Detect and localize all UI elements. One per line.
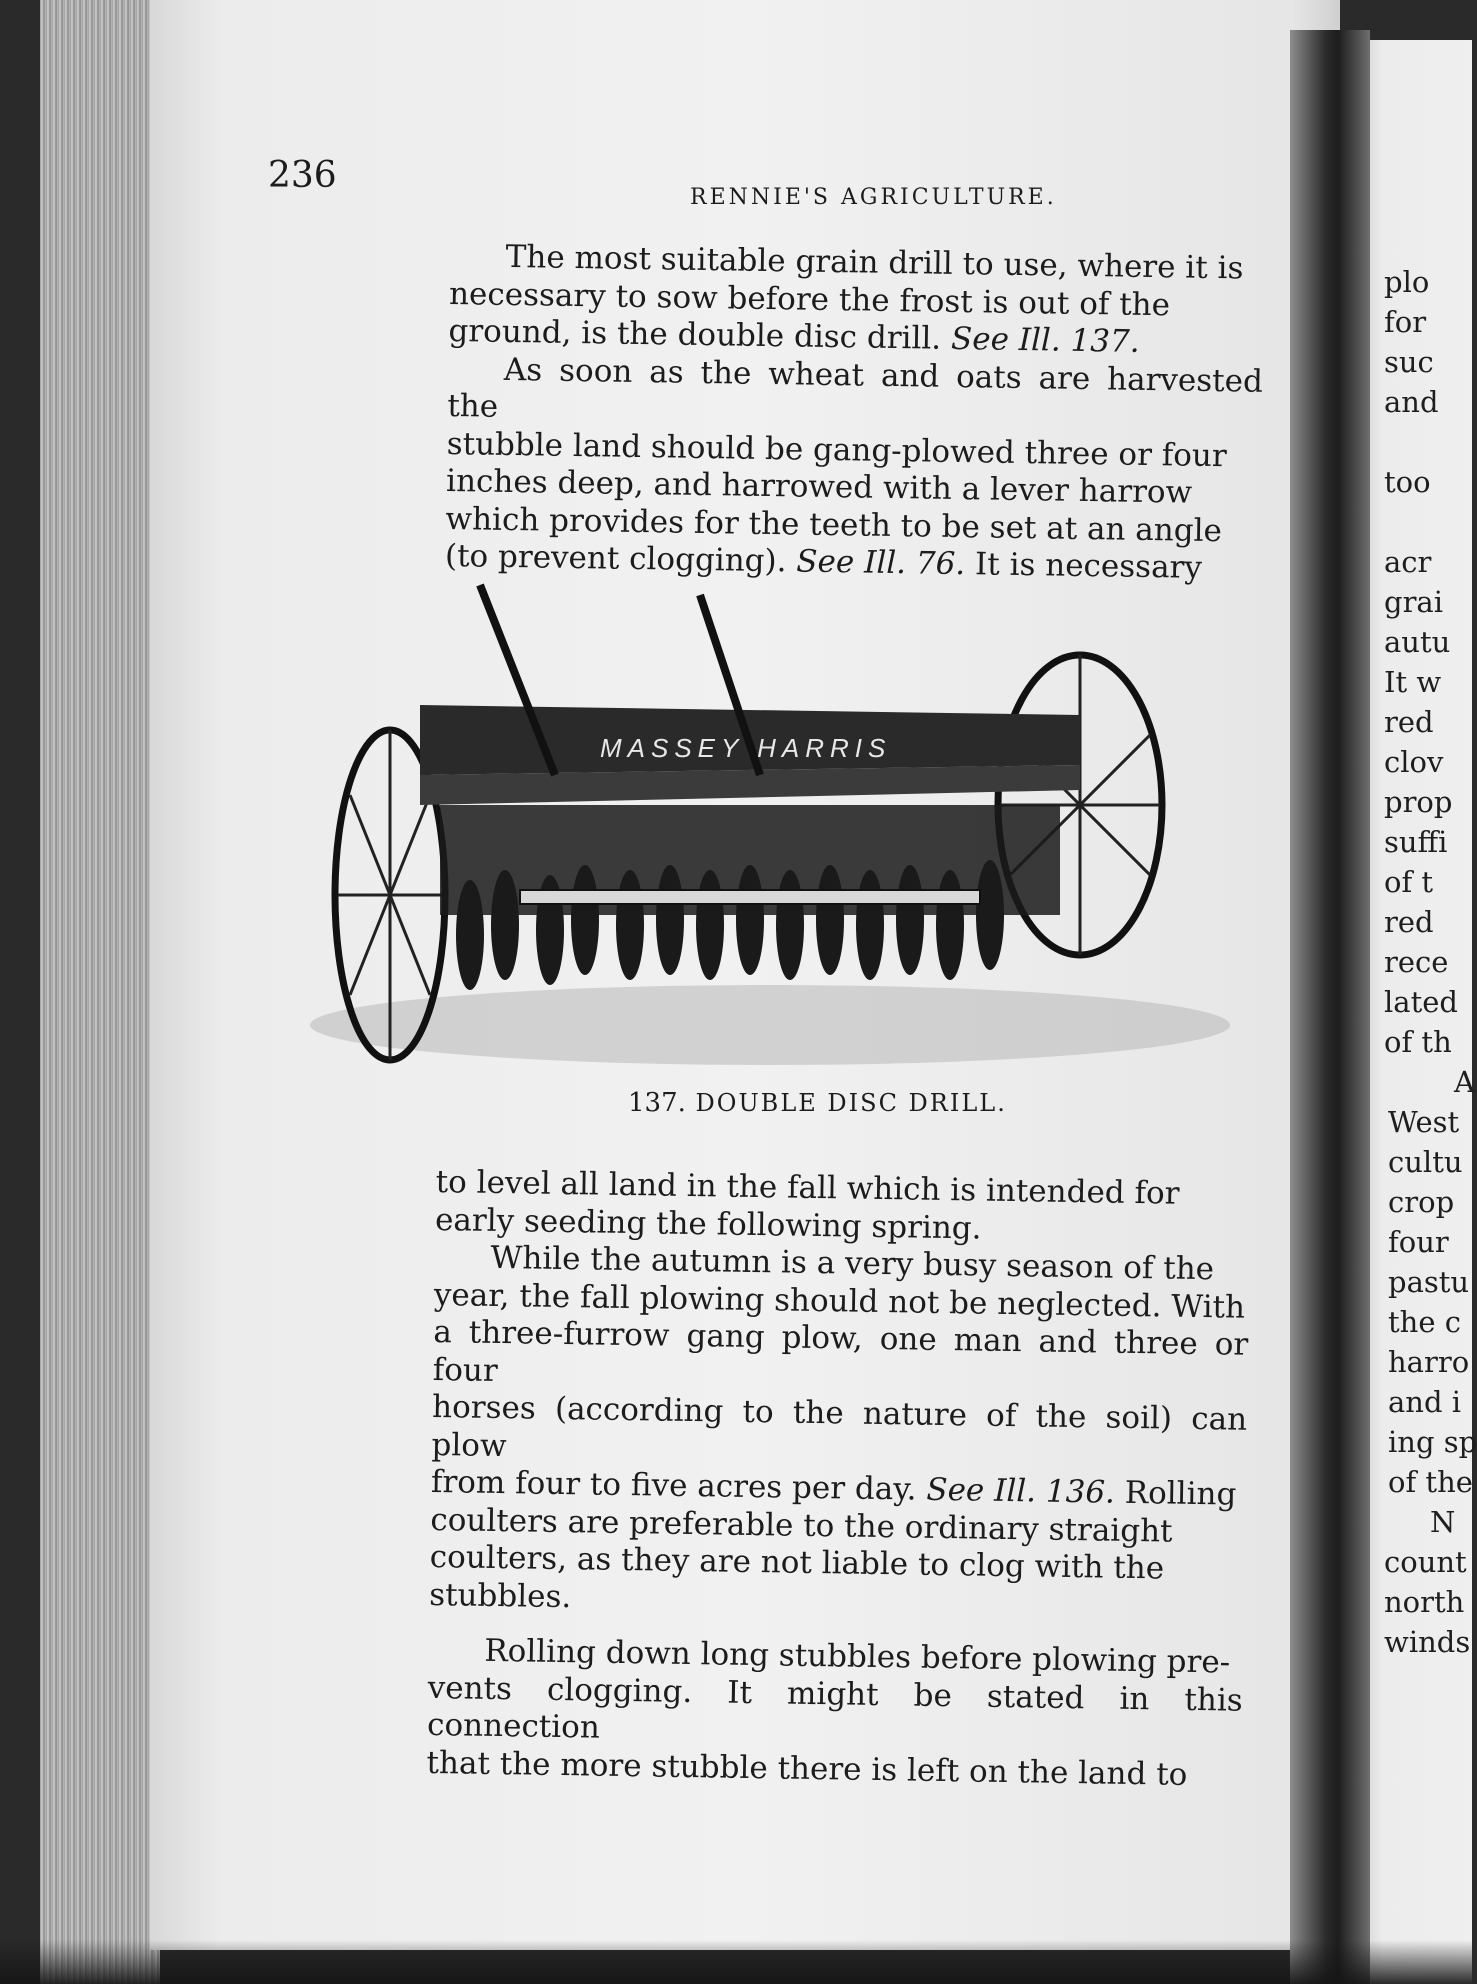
right-page-fragments-middle <box>1384 542 1472 1062</box>
text-line: As soon as the wheat and oats are harvested the <box>447 351 1264 425</box>
text-fragment: ing sp <box>1388 1425 1477 1459</box>
paragraph-top <box>445 238 1265 588</box>
text-line: vents clogging. It might be stated in this connection <box>426 1669 1243 1746</box>
text-fragment: and i <box>1388 1385 1462 1419</box>
text-fragment: of th <box>1384 1025 1452 1059</box>
illustration-reference: See Ill. 136. <box>926 1471 1116 1511</box>
running-head: RENNIE'S AGRICULTURE. <box>690 185 1057 210</box>
text-fragment: red <box>1384 905 1434 939</box>
text-line: The most suitable grain drill to use, where it is <box>505 238 1244 287</box>
text-segment: Rolling <box>1124 1474 1237 1513</box>
text-fragment: grai <box>1384 585 1443 619</box>
text-line: to level all land in the fall which is intended for <box>435 1164 1180 1212</box>
text-line: inches deep, and harrowed with a lever harrow <box>445 462 1193 511</box>
text-fragment: autu <box>1384 625 1451 659</box>
text-fragment: lated <box>1384 985 1458 1019</box>
text-line: coulters, as they are not liable to clog with the <box>429 1538 1165 1587</box>
text-fragment: suc <box>1384 345 1434 379</box>
text-fragment: pastu <box>1388 1265 1470 1299</box>
text-line: year, the fall plowing should not be neglected. With <box>433 1276 1246 1326</box>
text-fragment: N <box>1430 1505 1456 1539</box>
text-line: that the more stubble there is left on the land to <box>426 1744 1188 1793</box>
page-edges <box>40 0 160 1984</box>
text-fragment: four <box>1388 1225 1449 1259</box>
illustration-reference: See Ill. 137. <box>950 320 1140 360</box>
text-line: Rolling down long stubbles before plowing pre- <box>484 1632 1231 1681</box>
text-fragment: north <box>1384 1585 1465 1619</box>
text-fragment: cultu <box>1388 1145 1463 1179</box>
text-fragment: the c <box>1388 1305 1461 1339</box>
text-fragment: of t <box>1384 865 1434 899</box>
text-fragment: clov <box>1384 745 1444 779</box>
paragraph-bottom <box>426 1164 1251 1795</box>
text-line: stubble land should be gang-plowed three or four <box>446 425 1227 474</box>
text-line: which provides for the teeth to be set at an angle <box>445 500 1223 549</box>
right-page-fragments-top <box>1384 262 1472 422</box>
text-fragment: harro <box>1388 1345 1470 1379</box>
illustration-reference: See Ill. 76. <box>796 543 966 583</box>
right-page-fragments-lower <box>1384 1062 1476 1502</box>
text-fragment: of the <box>1388 1465 1473 1499</box>
text-line: While the autumn is a very busy season of the <box>490 1239 1215 1288</box>
book-gutter <box>1290 30 1370 1984</box>
caption-number: 137. <box>628 1088 686 1118</box>
bottom-shadow <box>0 1940 1472 1984</box>
text-fragment: prop <box>1384 785 1453 819</box>
caption-text: DOUBLE DISC DRILL. <box>695 1089 1007 1117</box>
text-fragment: A <box>1454 1065 1475 1099</box>
brand-lettering: MASSEY HARRIS <box>600 733 892 763</box>
text-fragment: and <box>1384 385 1439 419</box>
right-page-fragments-bottom <box>1384 1502 1472 1662</box>
text-fragment: plo <box>1384 265 1430 299</box>
disc-drill-engraving <box>300 575 1230 1065</box>
page-number: 236 <box>268 155 337 196</box>
text-fragment: suffi <box>1384 825 1448 859</box>
text-segment: It is necessary <box>974 546 1203 586</box>
text-line: stubbles. <box>428 1576 572 1615</box>
figure-caption <box>628 1088 1007 1118</box>
text-fragment: West <box>1388 1105 1460 1139</box>
text-line: a three-furrow gang plow, one man and three or four <box>432 1313 1249 1389</box>
text-fragment: red <box>1384 705 1434 739</box>
text-line: coulters are preferable to the ordinary straight <box>430 1501 1173 1550</box>
text-segment: ground, is the double disc drill. <box>448 312 942 357</box>
text-fragment: crop <box>1388 1185 1455 1219</box>
text-line: early seeding the following spring. <box>434 1201 982 1247</box>
text-fragment: It w <box>1384 665 1442 699</box>
text-fragment: rece <box>1384 945 1449 979</box>
text-line: horses (according to the nature of the soil) can plow <box>431 1388 1248 1464</box>
text-segment: from four to five acres per day. <box>430 1463 917 1508</box>
text-line: necessary to sow before the frost is out of the <box>448 275 1171 323</box>
text-fragment: winds <box>1384 1625 1471 1659</box>
text-fragment: acr <box>1384 545 1432 579</box>
right-page-fragment-too: too <box>1384 465 1431 499</box>
text-fragment: count <box>1384 1545 1467 1579</box>
text-segment: (to prevent clogging). <box>444 537 787 580</box>
text-fragment: for <box>1384 305 1427 339</box>
